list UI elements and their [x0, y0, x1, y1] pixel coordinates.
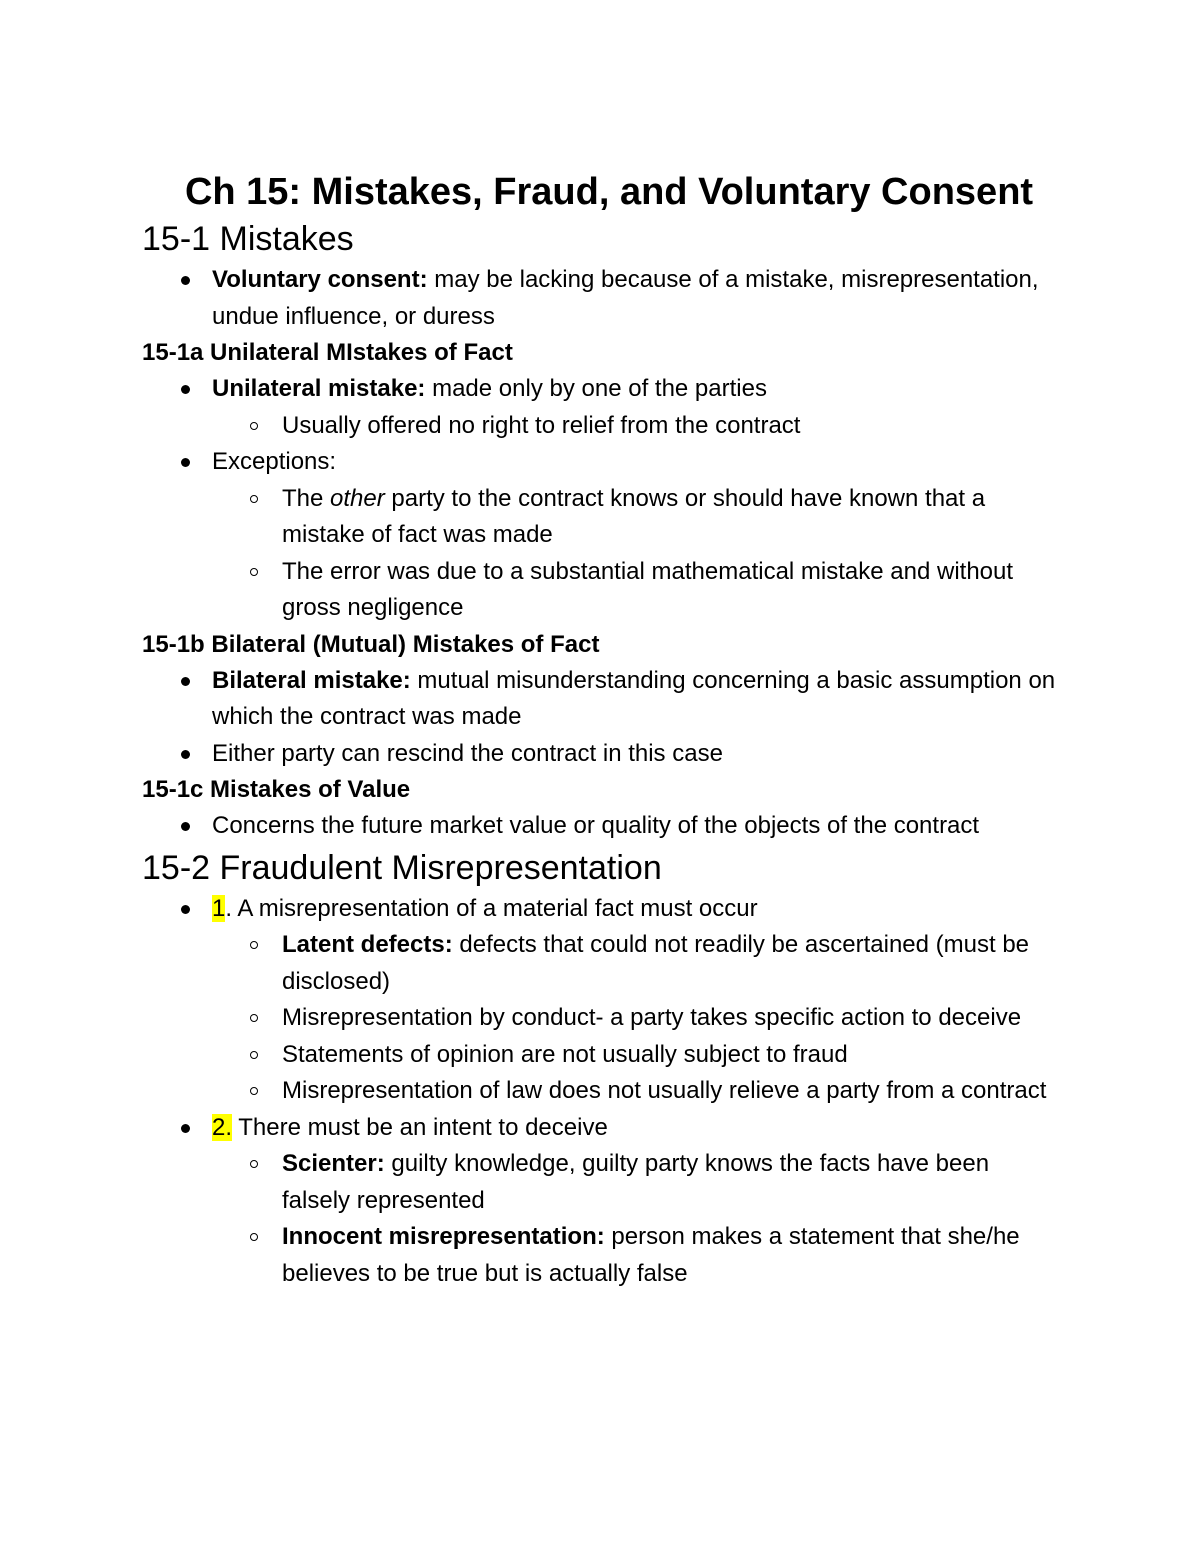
item-text: Usually offered no right to relief from the contract	[282, 411, 801, 439]
term: Voluntary consent:	[212, 266, 428, 293]
notes-content	[142, 168, 1062, 1292]
sub-list-item	[142, 408, 1062, 445]
item-text: Misrepresentation of law does not usually relieve a party from a contract	[282, 1077, 1047, 1104]
term: Latent defects:	[282, 931, 453, 958]
bullet-dot-icon	[181, 276, 190, 285]
page-title: Ch 15: Mistakes, Fraud, and Voluntary Consent	[184, 171, 1034, 213]
bullet-dot-icon	[181, 677, 190, 686]
definition: may be lacking because of a mistake, misrepresentation, undue influence, or duress	[212, 266, 1039, 330]
sub-list-item	[142, 1219, 1062, 1292]
bullet-circle-icon	[250, 1014, 258, 1022]
sub-list-item	[142, 554, 1062, 627]
section-heading-15-2: 15-2 Fraudulent Misrepresentation	[142, 848, 662, 887]
sub-list-item	[142, 1073, 1062, 1110]
sub-list-item	[142, 1037, 1062, 1074]
list-item	[142, 444, 1062, 481]
definition: guilty knowledge, guilty party knows the facts have been falsely represented	[282, 1150, 990, 1214]
list-item	[142, 736, 1062, 773]
subsection-15-1a-list	[142, 371, 1062, 627]
definition: made only by one of the parties	[425, 375, 767, 402]
item-text: Statements of opinion are not usually subject to fraud	[282, 1040, 848, 1068]
bullet-dot-icon	[181, 822, 190, 831]
sub-list-item	[142, 1146, 1062, 1219]
bullet-dot-icon	[181, 750, 190, 759]
subsection-heading-15-1c: 15-1c Mistakes of Value	[142, 776, 411, 803]
list-item	[142, 663, 1062, 736]
bullet-dot-icon	[181, 1124, 190, 1133]
subsection-heading-15-1a: 15-1a Unilateral MIstakes of Fact	[142, 339, 513, 366]
bullet-circle-icon	[250, 422, 258, 430]
bullet-circle-icon	[250, 1233, 258, 1241]
bullet-dot-icon	[181, 458, 190, 467]
list-item	[142, 808, 1062, 845]
bullet-circle-icon	[250, 1087, 258, 1095]
item-text: The	[282, 484, 331, 512]
item-text: The error was due to a substantial mathematical mistake and without gross negligence	[282, 557, 1014, 621]
section-15-1-list	[142, 262, 1062, 335]
list-item	[142, 1110, 1062, 1147]
item-text: party to the contract knows or should have known that a mistake of fact was made	[282, 484, 986, 548]
item-text: There must be an intent to deceive	[232, 1113, 608, 1141]
bullet-dot-icon	[181, 385, 190, 394]
sub-list-item	[142, 927, 1062, 1000]
subsection-heading-15-1b: 15-1b Bilateral (Mutual) Mistakes of Fact	[142, 630, 600, 658]
term: Innocent misrepresentation:	[282, 1223, 605, 1250]
bullet-circle-icon	[250, 1160, 258, 1168]
item-text: Exceptions:	[212, 448, 337, 475]
item-text: Misrepresentation by conduct- a party takes specific action to deceive	[282, 1004, 1022, 1031]
bullet-circle-icon	[250, 941, 258, 949]
emphasis: other	[330, 484, 385, 512]
definition: person makes a statement that she/he believes to be true but is actually false	[282, 1223, 1020, 1287]
term: Bilateral mistake:	[212, 666, 411, 694]
item-text: Concerns the future market value or quality of the objects of the contract	[212, 812, 980, 839]
list-item	[142, 262, 1062, 335]
item-text: Either party can rescind the contract in this case	[212, 739, 723, 767]
bullet-dot-icon	[181, 905, 190, 914]
section-heading-15-1: 15-1 Mistakes	[142, 220, 354, 258]
bullet-circle-icon	[250, 495, 258, 503]
item-text: . A misrepresentation of a material fact must occur	[225, 894, 758, 922]
highlighted-number: 2.	[212, 1113, 233, 1141]
subsection-15-1c-list	[142, 808, 1062, 845]
term: Unilateral mistake:	[212, 375, 426, 402]
highlighted-number: 1	[212, 894, 226, 922]
sub-list-item	[142, 1000, 1062, 1037]
list-item	[142, 891, 1062, 928]
term: Scienter:	[282, 1150, 385, 1177]
definition: mutual misunderstanding concerning a basic assumption on which the contract was made	[212, 666, 1056, 730]
definition: defects that could not readily be ascertained (must be disclosed)	[282, 931, 1030, 995]
bullet-circle-icon	[250, 568, 258, 576]
section-15-2-list	[142, 891, 1062, 1293]
bullet-circle-icon	[250, 1051, 258, 1059]
list-item	[142, 371, 1062, 408]
sub-list-item	[142, 481, 1062, 554]
subsection-15-1b-list	[142, 663, 1062, 773]
